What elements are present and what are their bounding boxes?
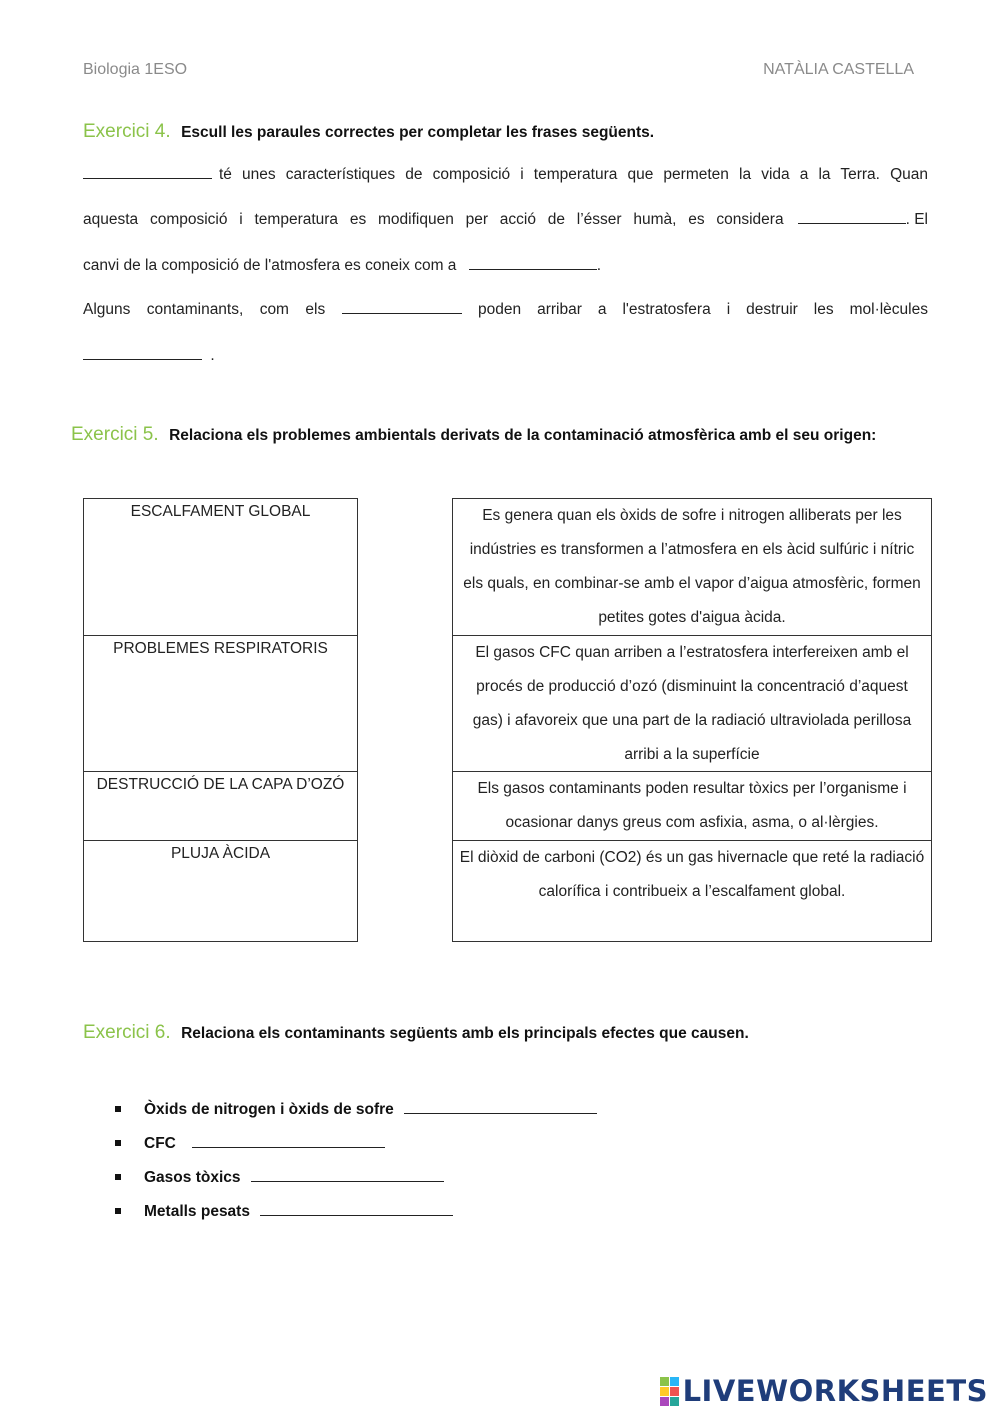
origin-cell[interactable]	[453, 635, 931, 772]
origin-text: Els gasos contaminants poden resultar tòxics per l’organisme i ocasionar danys greus com asfixia, asma, o al·lèrgies.	[477, 780, 907, 831]
exercise-4-line-3-text: canvi de la composició de l'atmosfera es coneix com a	[83, 257, 457, 274]
origin-cell[interactable]	[453, 771, 931, 840]
exercise-5-heading	[71, 424, 876, 446]
exercise-4-line-2-text: aquesta composició i temperatura es modifiquen per acció de l’ésser humà, es considera	[83, 211, 784, 228]
pollutant-label: Metalls pesats	[144, 1203, 250, 1220]
logo-tile	[670, 1397, 679, 1406]
exercise-4-line-2-end: . El	[905, 211, 928, 228]
exercise-4-line-1-text: té unes característiques de composició i temperatura que permeten la vida a la Terra. Quan	[219, 166, 928, 183]
bullet-square-icon	[115, 1208, 121, 1214]
logo-tile	[660, 1377, 669, 1386]
pollutant-blank[interactable]	[260, 1201, 453, 1216]
problem-label: DESTRUCCIÓ DE LA CAPA D’OZÓ	[96, 776, 345, 793]
pollutant-blank[interactable]	[404, 1099, 597, 1114]
blank-3[interactable]	[469, 255, 597, 270]
bullet-square-icon	[115, 1174, 121, 1180]
exercise-5-title: Exercici 5.	[71, 424, 159, 445]
exercise-4-line-5	[83, 345, 215, 365]
exercise-4-title: Exercici 4.	[83, 121, 171, 142]
exercise-6-title: Exercici 6.	[83, 1022, 171, 1043]
problem-label: PLUJA ÀCIDA	[170, 845, 271, 862]
exercise-4-line-4-word-d: els	[305, 301, 326, 318]
list-item	[83, 1167, 683, 1201]
blank-1[interactable]	[83, 164, 212, 179]
problem-cell[interactable]	[84, 499, 357, 636]
blank-2[interactable]	[798, 209, 906, 224]
logo-tile	[670, 1387, 679, 1396]
logo-tile	[670, 1377, 679, 1386]
problem-label: ESCALFAMENT GLOBAL	[130, 503, 311, 520]
logo-tile	[660, 1387, 669, 1396]
blank-4[interactable]	[342, 299, 462, 314]
pollutant-label: Gasos tòxics	[144, 1169, 241, 1186]
exercise-4-line-1	[83, 164, 928, 184]
pollutant-label: CFC	[144, 1135, 176, 1152]
bullet-square-icon	[115, 1140, 121, 1146]
exercise-4-line-3-end: .	[596, 257, 602, 274]
exercise-4-line-4-word-b: contaminants,	[146, 301, 244, 318]
problem-label: PROBLEMES RESPIRATORIS	[113, 640, 328, 657]
exercise-4-line-4-text: poden arribar a l'estratosfera i destruir les mol·lècules	[477, 301, 928, 318]
list-item	[83, 1133, 683, 1167]
pollutant-blank[interactable]	[251, 1167, 444, 1182]
exercise-4-line-4-word-a: Alguns	[83, 301, 131, 318]
exercise-6-heading	[83, 1022, 749, 1044]
problem-cell[interactable]	[84, 771, 357, 840]
origin-text: Es genera quan els òxids de sofre i nitrogen alliberats per les indústries es transformen a l’atmosfera en els àcid sulfúric i nítric els quals, en combinar-se amb el vapor d’aigua atmosfèric, formen petites gotes d'aigua àcida.	[463, 507, 921, 626]
header-subject: Biologia 1ESO	[83, 61, 188, 78]
blank-5[interactable]	[83, 345, 202, 360]
list-item	[83, 1099, 683, 1133]
exercise-4-line-4	[83, 299, 928, 319]
exercise-4-line-3	[83, 255, 601, 275]
liveworksheets-mark-icon	[660, 1377, 679, 1406]
exercise-4-instruction: Escull les paraules correctes per completar les frases següents.	[181, 124, 655, 141]
origins-table	[452, 498, 932, 942]
exercise-4-line-4-word-c: com	[259, 301, 289, 318]
origin-cell[interactable]	[453, 499, 931, 636]
header-author: NATÀLIA CASTELLA	[763, 61, 914, 78]
origin-text: El diòxid de carboni (CO2) és un gas hivernacle que reté la radiació calorífica i contribueix a l’escalfament global.	[459, 849, 925, 900]
pollutant-blank[interactable]	[192, 1133, 385, 1148]
exercise-4-line-5-end: .	[210, 347, 215, 364]
origin-cell[interactable]	[453, 840, 931, 941]
exercise-4-heading	[83, 121, 654, 143]
origin-text: El gasos CFC quan arriben a l’estratosfera interfereixen amb el procés de producció d’ozó (disminuint la concentració d’aquest gas) i afavoreix que una part de la radiació ultraviolada perillosa arribi a la superfície	[472, 644, 912, 763]
problem-cell[interactable]	[84, 840, 357, 941]
list-item	[83, 1201, 683, 1235]
exercise-4-line-2	[83, 209, 928, 229]
liveworksheets-logo	[660, 1374, 988, 1408]
bullet-square-icon	[115, 1106, 121, 1112]
problem-cell[interactable]	[84, 635, 357, 772]
exercise-6-instruction: Relaciona els contaminants següents amb els principals efectes que causen.	[181, 1025, 749, 1042]
logo-tile	[660, 1397, 669, 1406]
pollutant-label: Òxids de nitrogen i òxids de sofre	[144, 1101, 394, 1118]
exercise-5-instruction: Relaciona els problemes ambientals derivats de la contaminació atmosfèrica amb el seu origen:	[169, 427, 877, 444]
logo-text: LIVEWORKSHEETS	[682, 1374, 988, 1408]
pollutants-list	[83, 1099, 683, 1235]
problems-table	[83, 498, 358, 942]
